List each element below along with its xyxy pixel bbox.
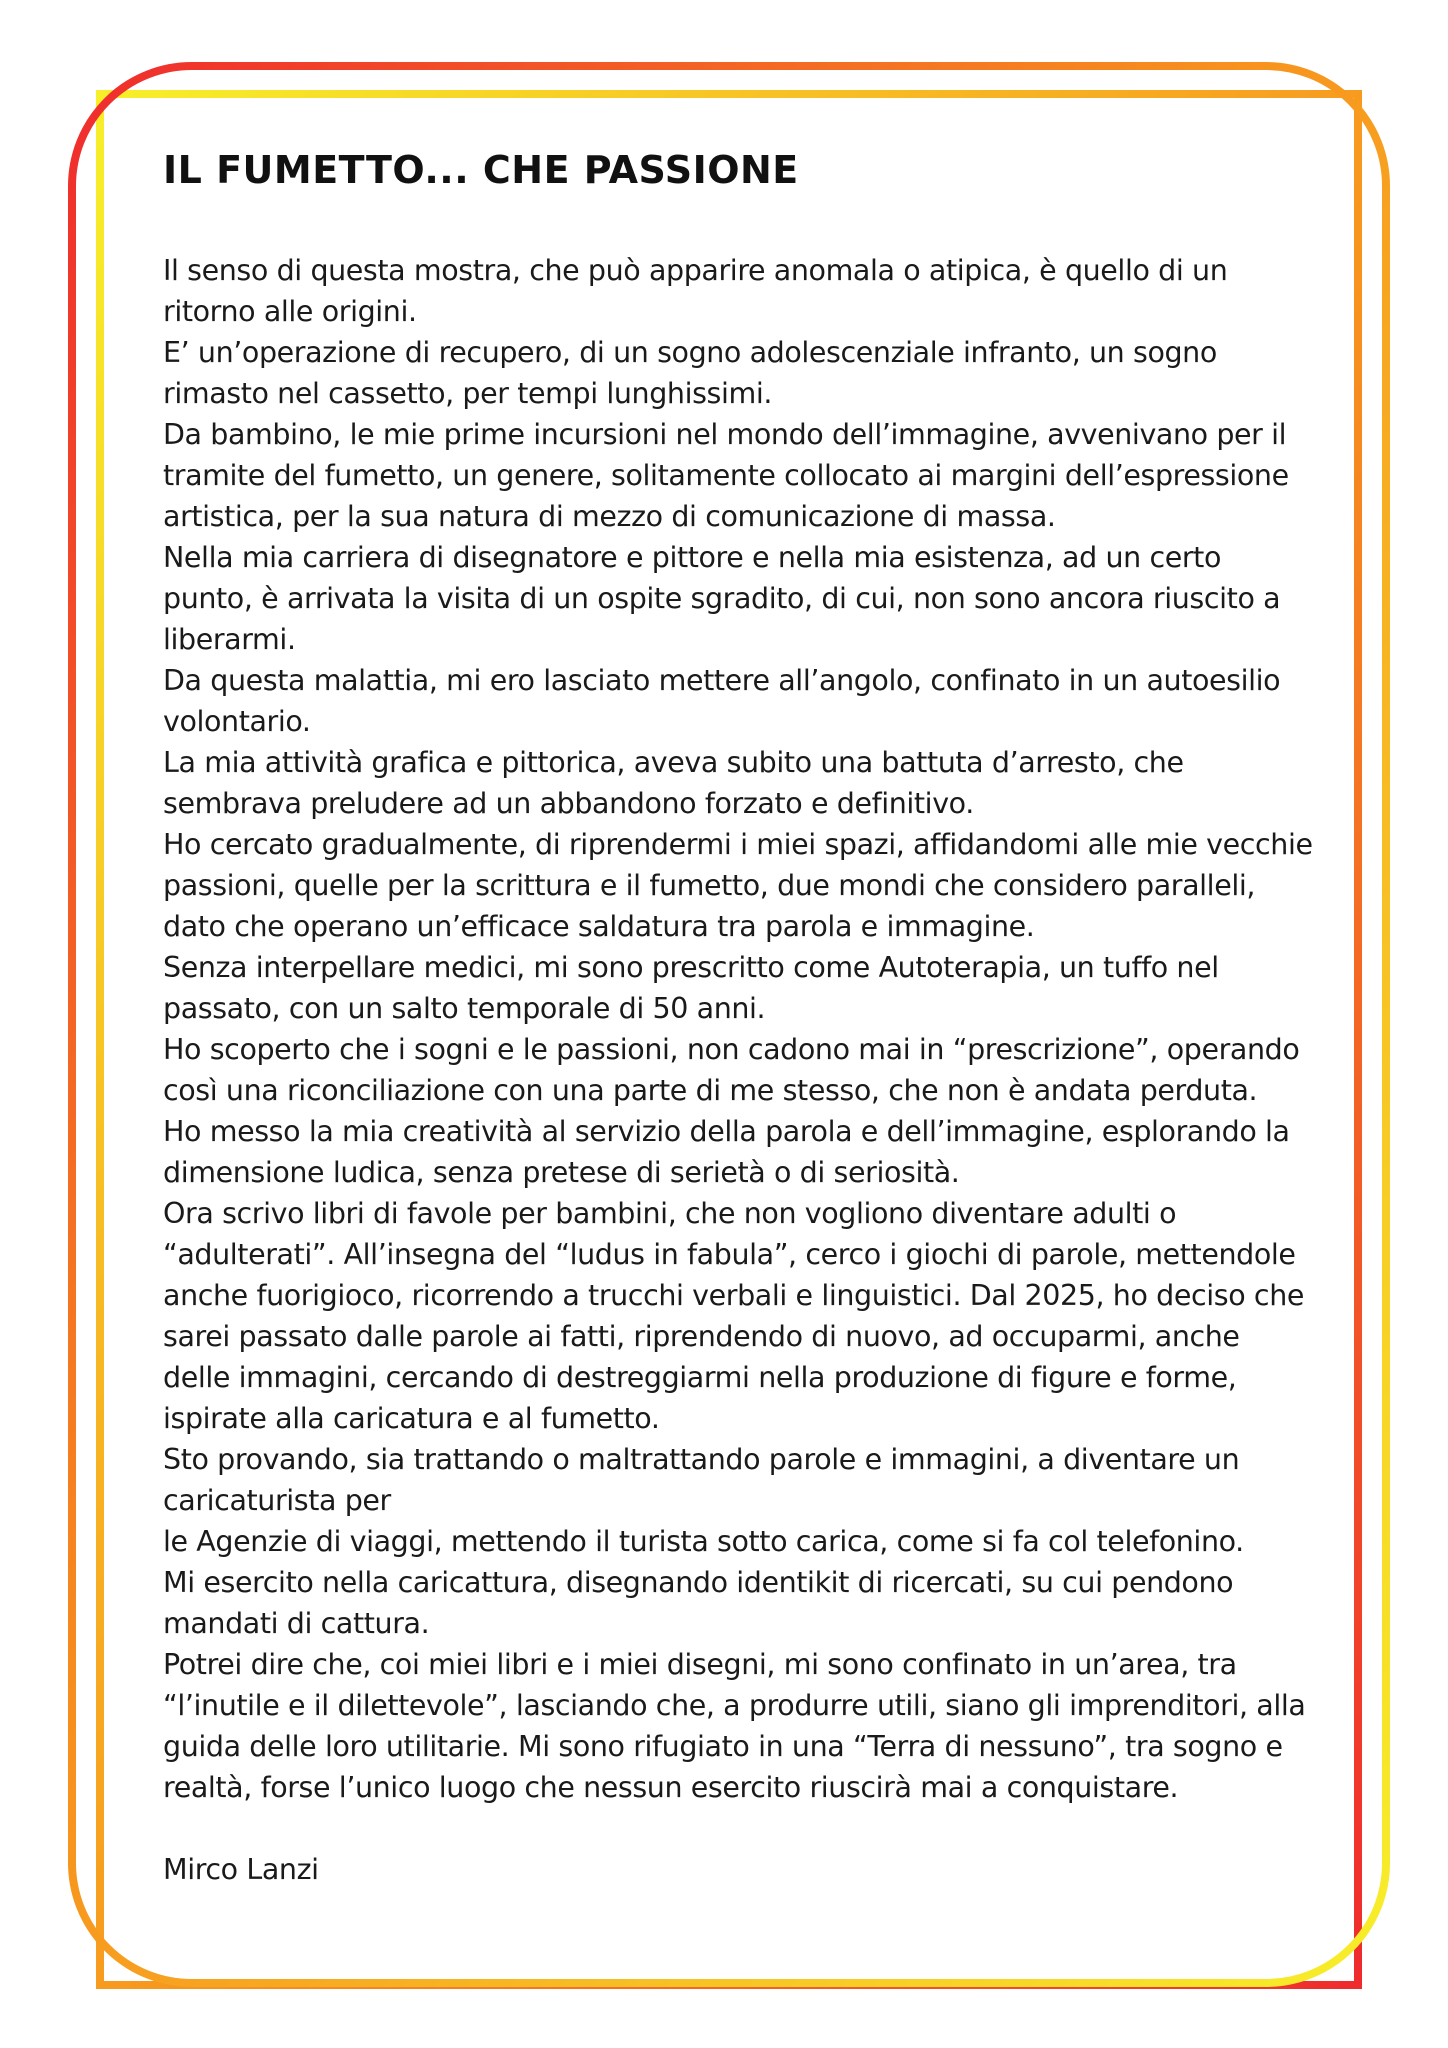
paragraph: Ho scoperto che i sogni e le passioni, non cadono mai in “prescrizione”, operando così una riconciliazione con una parte di me stesso, che non è andata perduta. bbox=[163, 1033, 1300, 1107]
paragraph: E’ un’operazione di recupero, di un sogno adolescenziale infranto, un sogno rimasto nel cassetto, per tempi lunghissimi. bbox=[163, 336, 1217, 410]
paragraph: Da questa malattia, mi ero lasciato mettere all’angolo, confinato in un autoesilio volontario. bbox=[163, 664, 1281, 738]
paragraph: Potrei dire che, coi miei libri e i miei disegni, mi sono confinato in un’area, tra “l’inutile e il dilettevole”, lasciando che, a produrre utili, siano gli imprenditori, alla guida delle loro utilitarie. Mi sono rifugiato in una “Terra di nessuno”, tra sogno e realtà, forse l’unico luogo che nessun esercito riuscirà mai a conquistare. bbox=[163, 1648, 1306, 1804]
paragraph: Nella mia carriera di disegnatore e pittore e nella mia esistenza, ad un certo punto, è arrivata la visita di un ospite sgradito, di cui, non sono ancora riuscito a liberarmi. bbox=[163, 541, 1281, 656]
paragraph: Ho cercato gradualmente, di riprendermi i miei spazi, affidandomi alle mie vecchie passioni, quelle per la scrittura e il fumetto, due mondi che considero paralleli, dato che operano un’efficace saldatura tra parola e immagine. bbox=[163, 828, 1313, 943]
document-body bbox=[163, 250, 1313, 1808]
paragraph: le Agenzie di viaggi, mettendo il turista sotto carica, come si fa col telefonino. bbox=[163, 1525, 1244, 1558]
paragraph: Da bambino, le mie prime incursioni nel mondo dell’immagine, avvenivano per il tramite del fumetto, un genere, solitamente collocato ai margini dell’espressione artistica, per la sua natura di mezzo di comunicazione di massa. bbox=[163, 418, 1289, 533]
document-content bbox=[163, 140, 1313, 1890]
paragraph: Senza interpellare medici, mi sono prescritto come Autoterapia, un tuffo nel passato, con un salto temporale di 50 anni. bbox=[163, 951, 1219, 1025]
paragraph: Ora scrivo libri di favole per bambini, che non vogliono diventare adulti o “adulterati”. All’insegna del “ludus in fabula”, cerco i giochi di parole, mettendole anche fuorigioco, ricorrendo a trucchi verbali e linguistici. Dal 2025, ho deciso che sarei passato dalle parole ai fatti, riprendendo di nuovo, ad occuparmi, anche delle immagini, cercando di destreggiarmi nella produzione di figure e forme, ispirate alla caricatura e al fumetto. bbox=[163, 1197, 1304, 1435]
paragraph: Sto provando, sia trattando o maltrattando parole e immagini, a diventare un caricaturista per bbox=[163, 1443, 1240, 1517]
document-title: IL FUMETTO... CHE PASSIONE bbox=[163, 148, 799, 192]
paragraph: Ho messo la mia creatività al servizio della parola e dell’immagine, esplorando la dimensione ludica, senza pretese di serietà o di seriosità. bbox=[163, 1115, 1290, 1189]
author-signature: Mirco Lanzi bbox=[163, 1853, 319, 1886]
paragraph: Mi esercito nella caricattura, disegnando identikit di ricercati, su cui pendono mandati di cattura. bbox=[163, 1566, 1234, 1640]
paragraph: La mia attività grafica e pittorica, aveva subito una battuta d’arresto, che sembrava preludere ad un abbandono forzato e definitivo. bbox=[163, 746, 1184, 820]
paragraph: Il senso di questa mostra, che può apparire anomala o atipica, è quello di un ritorno alle origini. bbox=[163, 254, 1228, 328]
